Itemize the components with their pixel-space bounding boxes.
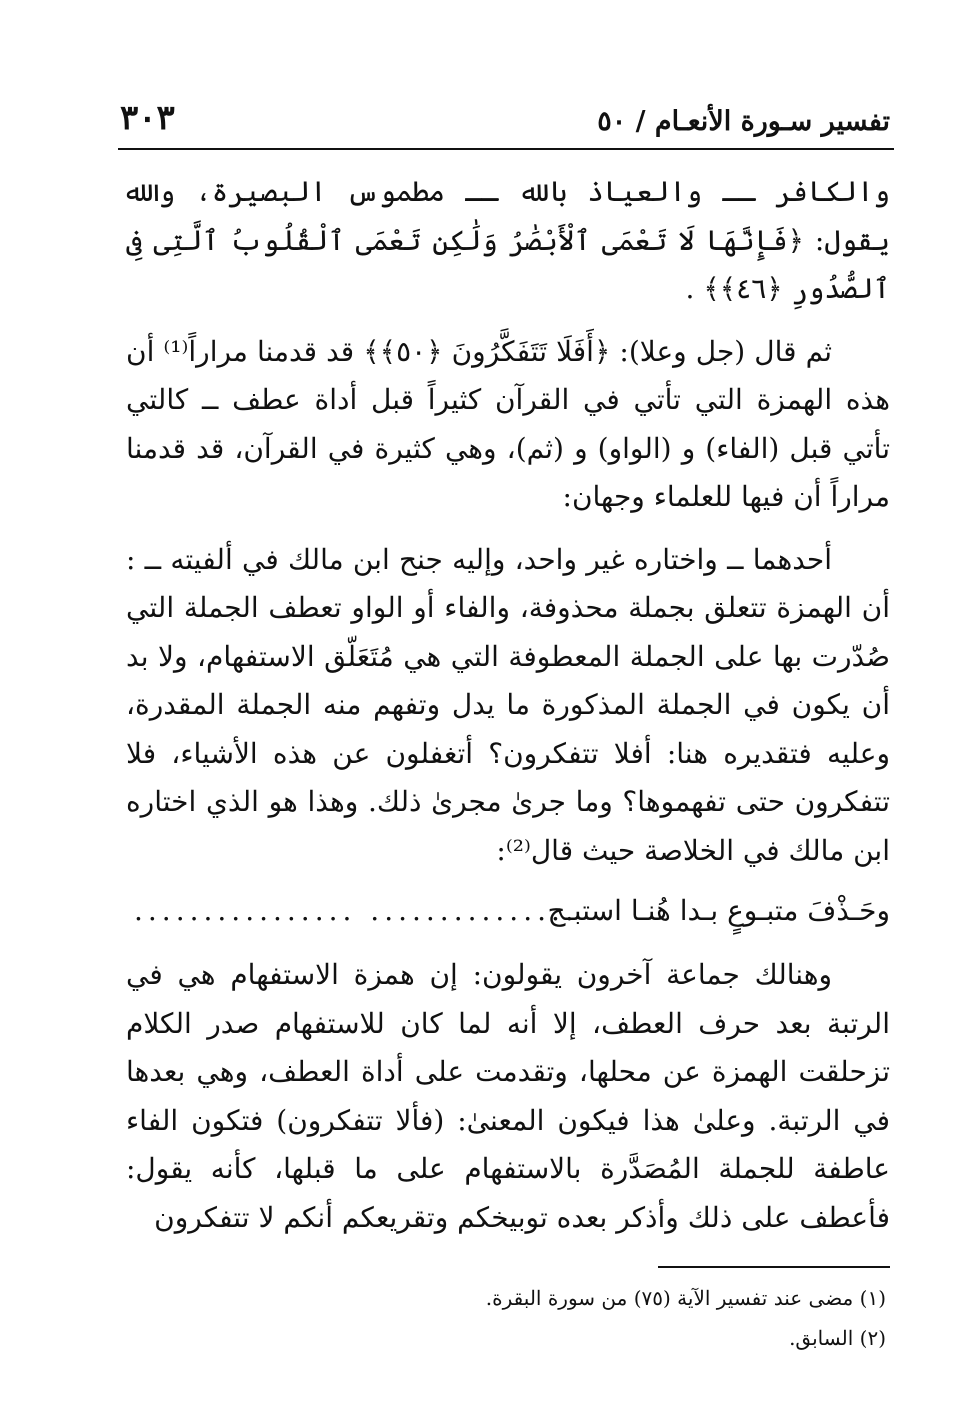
footnote-1: (١) مضى عند تفسير الآية (٧٥) من سورة البقرة. (485, 1286, 886, 1310)
poetry-verse (126, 887, 890, 937)
paragraph-1: والكافر ــ والعياذ بالله ــ مطموس البصيرة، والله يقول: ﴿فَإِنَّهَا لَا تَعْمَى ٱلْأَبْصَٰرُ وَلَٰكِن تَعْمَى ٱلْقُلُوبُ ٱلَّتِى فِى ٱلصُّدُورِ ﴿٤٦﴾﴾ . (126, 175, 890, 305)
footnotes (186, 1278, 886, 1358)
running-header (120, 96, 890, 146)
paragraph-4: وهنالك جماعة آخرون يقولون: إن همزة الاستفهام هي في الرتبة بعد حرف العطف، إلا أنه لما كان للاستفهام صدر الكلام تزحلقت الهمزة عن محلها، وتقدمت على أداة العطف، وهي بعدها في الرتبة. وعلىٰ هذا فيكون المعنىٰ: (فألا تتفكرون) فتكون الفاء عاطفة للجملة المُصَدَّرة بالاستفهام على ما قبلها، كأنه يقول: فأعطف على ذلك وأذكر بعده توبيخكم وتقريعكم أنكم لا تتفكرون (126, 958, 890, 1234)
paragraph-3: أحدهما ــ واختاره غير واحد، وإليه جنح ابن مالك في ألفيته ــ : أن الهمزة تتعلق بجملة محذوفة، والفاء أو الواو تعطف الجملة التي صُدّرت بها على الجملة المعطوفة التي هي مُتَعَلّق الاستفهام، ولا بد أن يكون في الجملة المذكورة ما يدل وتفهم منه الجملة المقدرة، وعليه فتقديره هنا: أفلا تتفكرون؟ أتغفلون عن هذه الأشياء، فلا تتفكرون حتى تفهموها؟ وما جرىٰ مجرىٰ ذلك. وهذا هو الذي اختاره ابن مالك في الخلاصة حيث قال⁽²⁾: (126, 542, 890, 867)
page-body (126, 168, 890, 1242)
footnote-2: (٢) السابق. (789, 1326, 886, 1350)
footnote-divider (658, 1266, 890, 1268)
page-number: ٣٠٣ (120, 98, 175, 138)
header-title: تفسير سـورة الأنعـام / ٥٠ (597, 106, 890, 137)
paragraph-2: ثم قال (جل وعلا): ﴿أَفَلَا تَتَفَكَّرُونَ ﴿٥٠﴾﴾ قد قدمنا مراراً⁽¹⁾ أن هذه الهمزة التي تأتي في القرآن كثيراً قبل أداة عطف ــ كالتي تأتي قبل (الفاء) و (الواو) و (ثم)، وهي كثيرة في القرآن، قد قدمنا مراراً أن فيها للعلماء وجهان: (126, 334, 890, 513)
verse-ellipsis: ............... ................ (134, 894, 579, 927)
verse-hemistich: وحَـذْفَ متبـوعٍ بـدا هُنـا استبـح (547, 894, 890, 927)
header-divider (118, 148, 894, 150)
